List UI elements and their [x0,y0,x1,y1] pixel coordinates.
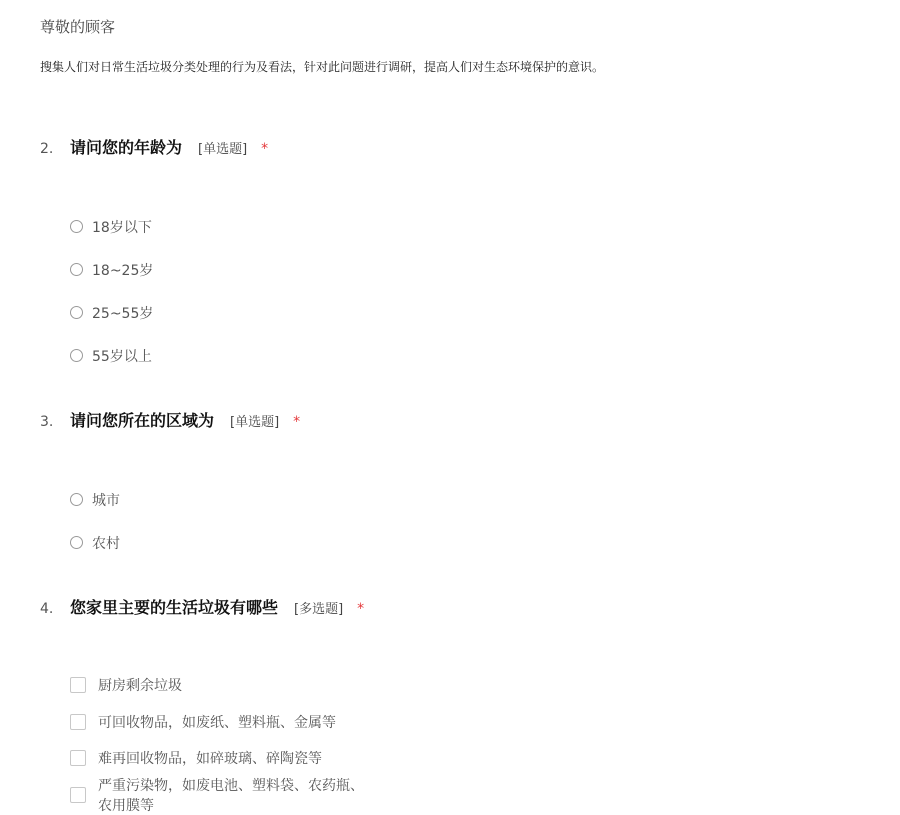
question-title: 请问您的年龄为 [70,138,183,157]
option-label: 55岁以上 [92,348,152,365]
checkbox-icon[interactable] [70,787,86,803]
question-region [40,408,301,552]
question-header [40,135,268,159]
question-type-label: [多选题] [294,602,344,617]
option-label: 难再回收物品，如碎玻璃、碎陶瓷等 [98,751,322,768]
question-number: 2. [40,141,54,157]
radio-option-25-55[interactable] [70,291,153,334]
option-list [70,478,120,564]
question-type-label: [单选题] [230,415,280,430]
radio-button-icon[interactable] [70,220,83,233]
option-label: 18~25岁 [92,262,154,279]
question-number: 3. [40,414,54,430]
checkbox-option-hazardous[interactable] [70,777,364,814]
radio-option-under-18[interactable] [70,205,153,248]
option-label: 25~55岁 [92,305,154,322]
question-header [40,408,300,432]
question-household-waste [40,595,365,814]
required-marker: * [293,414,301,430]
option-label: 18岁以下 [92,219,152,236]
radio-option-over-55[interactable] [70,334,153,377]
option-list [70,205,153,377]
survey-intro: 搜集人们对日常生活垃圾分类处理的行为及看法，针对此问题进行调研，提高人们对生态环境保护的意识。 [40,60,605,74]
radio-button-icon[interactable] [70,306,83,319]
survey-salutation: 尊敬的顾客 [40,18,116,36]
option-label: 严重污染物，如废电池、塑料袋、农药瓶、农用膜等 [98,777,364,814]
question-type-label: [单选题] [198,142,248,157]
option-label: 可回收物品，如废纸、塑料瓶、金属等 [98,714,336,731]
checkbox-icon[interactable] [70,714,86,730]
radio-button-icon[interactable] [70,263,83,276]
radio-button-icon[interactable] [70,349,83,362]
option-label: 农村 [92,535,120,552]
required-marker: * [357,601,365,617]
option-list [70,667,364,813]
question-number: 4. [40,601,54,617]
radio-button-icon[interactable] [70,493,83,506]
radio-option-18-25[interactable] [70,248,153,291]
question-header [40,595,364,619]
checkbox-option-kitchen-waste[interactable] [70,667,364,704]
checkbox-option-non-recyclables[interactable] [70,740,364,777]
option-label: 厨房剩余垃圾 [98,678,182,695]
checkbox-option-recyclables[interactable] [70,704,364,741]
radio-option-city[interactable] [70,478,120,521]
checkbox-icon[interactable] [70,677,86,693]
radio-button-icon[interactable] [70,536,83,549]
checkbox-icon[interactable] [70,750,86,766]
question-age [40,135,269,365]
required-marker: * [261,141,269,157]
radio-option-rural[interactable] [70,521,120,564]
question-title: 请问您所在的区域为 [70,411,215,430]
question-title: 您家里主要的生活垃圾有哪些 [70,598,279,617]
option-label: 城市 [92,492,120,509]
